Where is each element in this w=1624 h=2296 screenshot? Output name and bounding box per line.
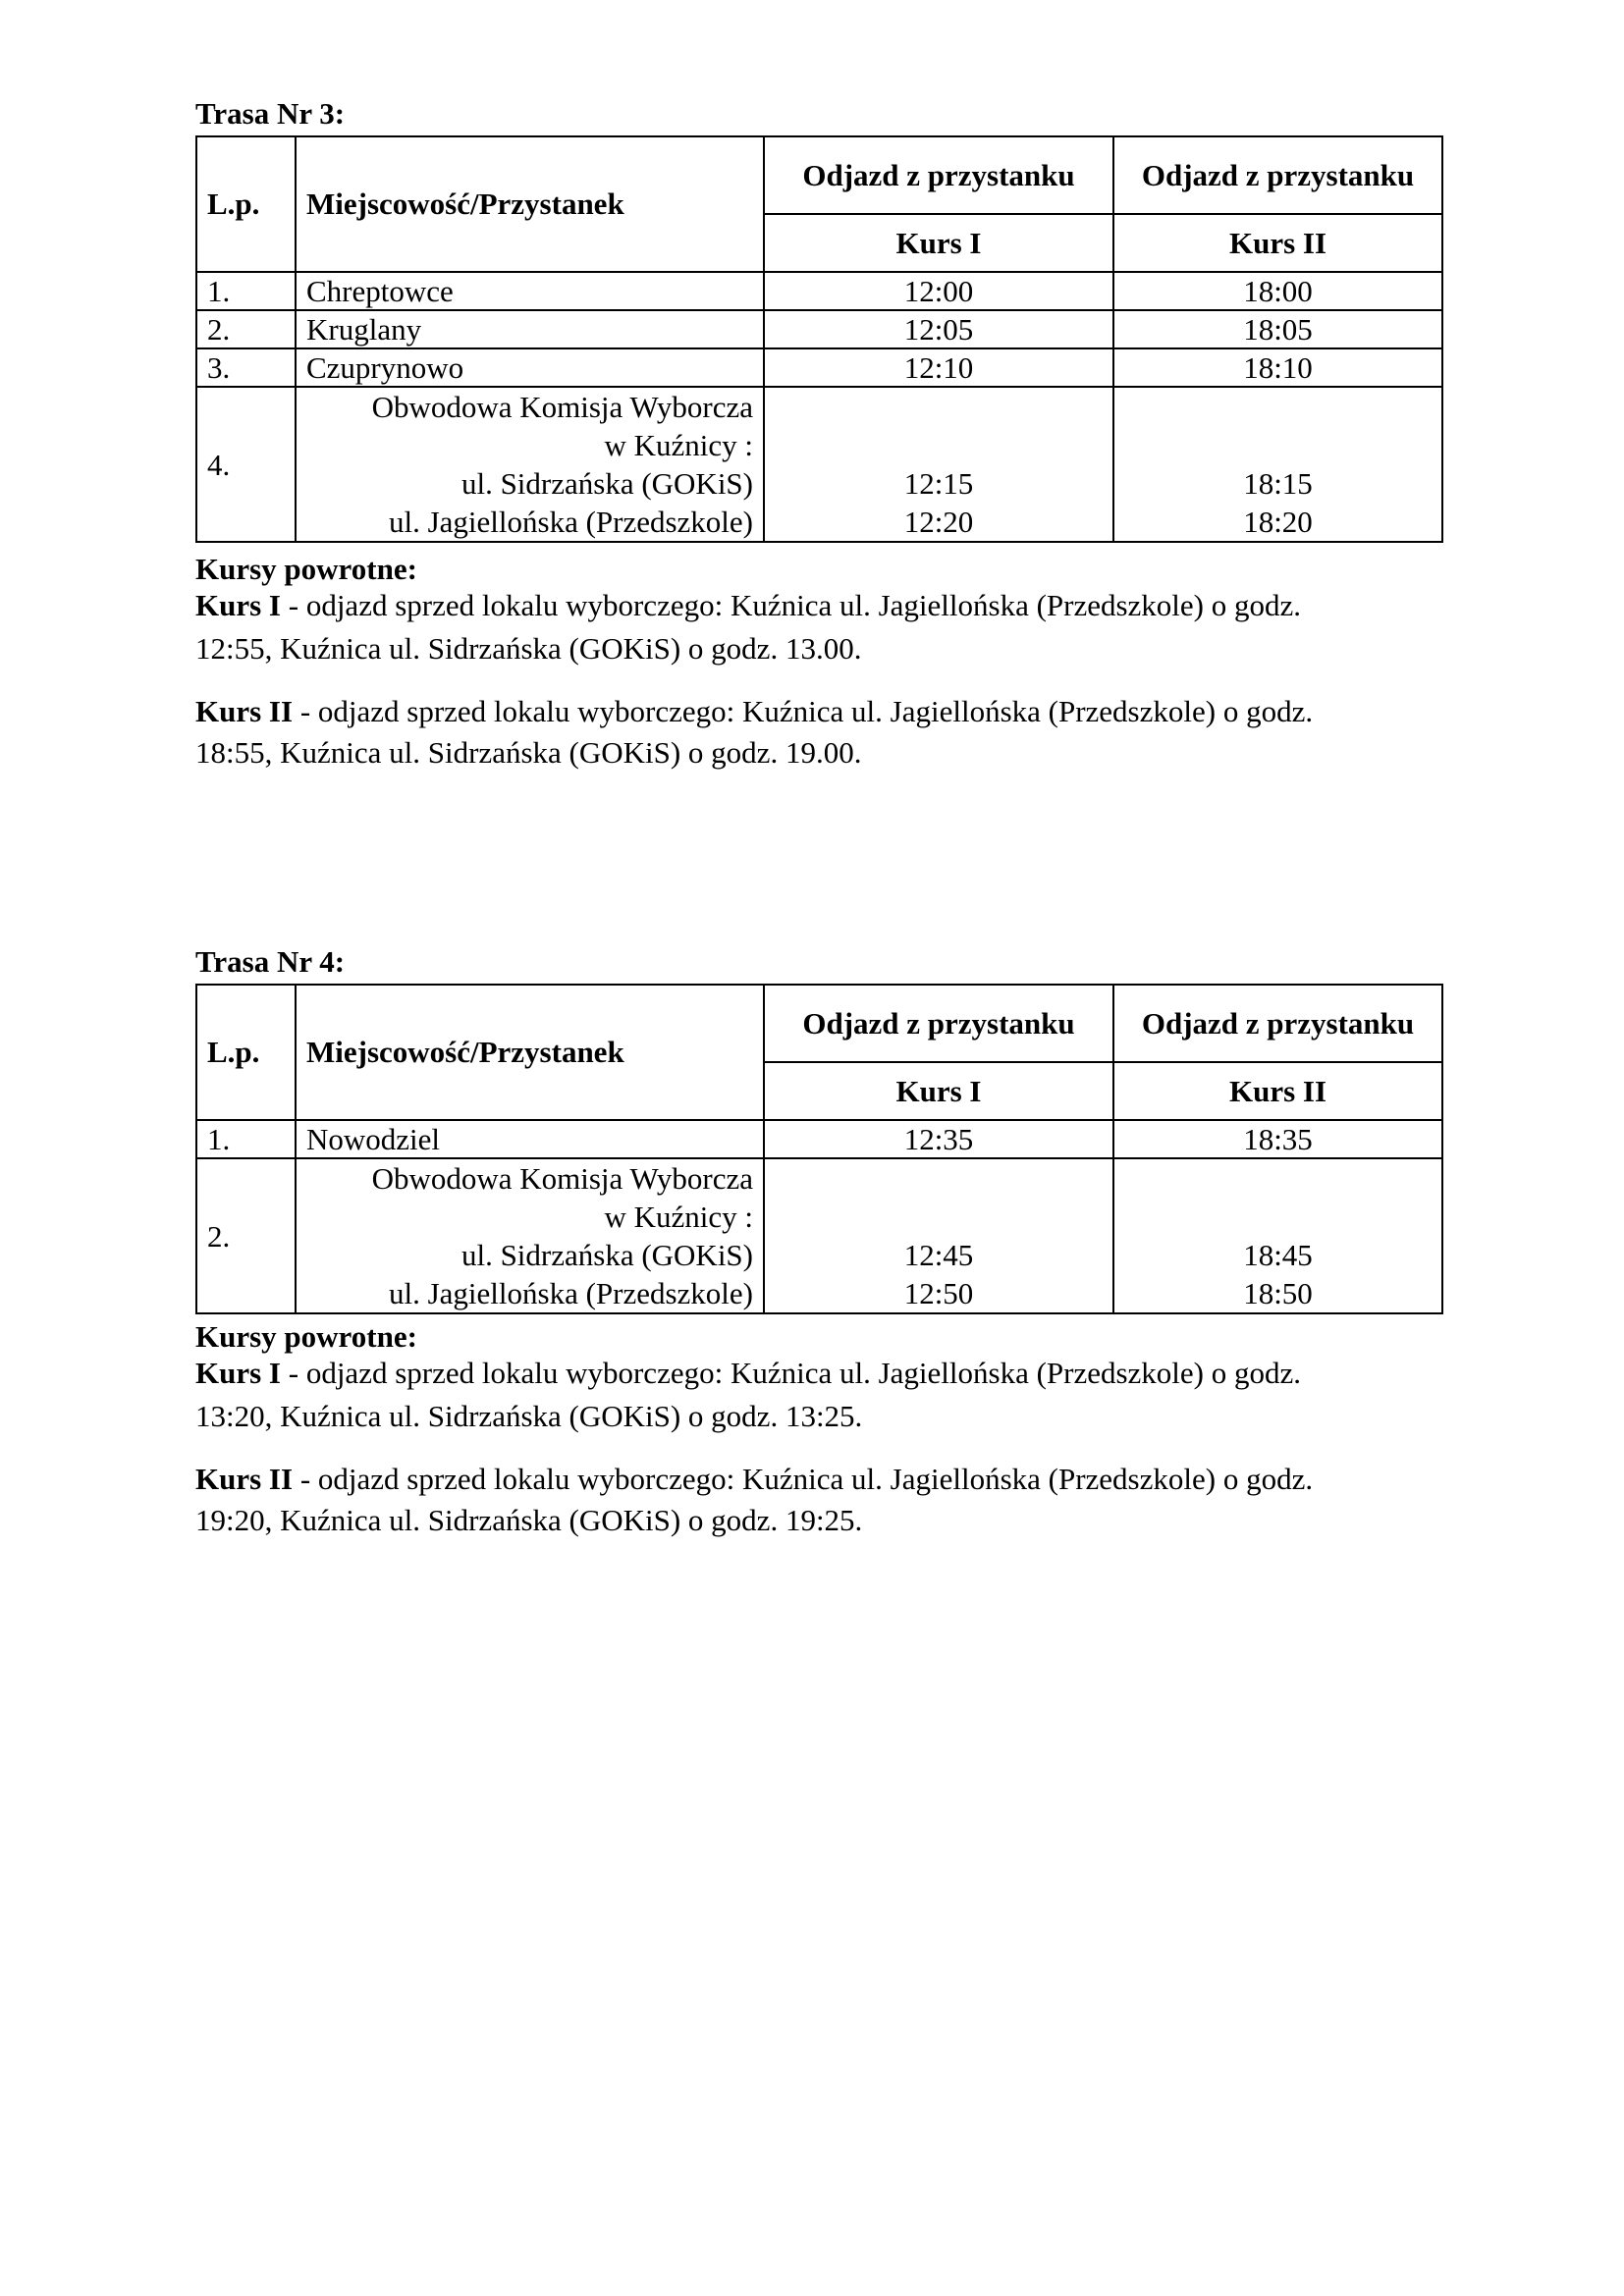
return-kurs-text: - odjazd sprzed lokalu wyborczego: Kuźnica ul. Jagiellońska (Przedszkole) o godz.: [293, 694, 1314, 728]
header-kurs-2: Kurs II: [1113, 214, 1442, 272]
header-kurs-2: Kurs II: [1113, 1062, 1442, 1120]
header-departure-1: Odjazd z przystanku: [764, 985, 1113, 1062]
place-line-street-1: ul. Sidrzańska (GOKiS): [460, 1238, 753, 1272]
header-lp: L.p.: [196, 136, 296, 272]
header-departure-2: Odjazd z przystanku: [1113, 985, 1442, 1062]
table-row: [196, 272, 1442, 310]
route-3-title: Trasa Nr 3:: [195, 96, 346, 131]
time-value: 12:50: [903, 1276, 974, 1310]
return-kurs-text: - odjazd sprzed lokalu wyborczego: Kuźnica ul. Jagiellońska (Przedszkole) o godz.: [293, 1462, 1314, 1496]
returns-title: Kursy powrotne:: [195, 1319, 417, 1354]
table-row: [196, 348, 1442, 387]
return-kurs-2: [195, 688, 1442, 771]
route-4-title: Trasa Nr 4:: [195, 944, 346, 979]
row-time-kurs-1-multiline: [764, 387, 1113, 542]
place-line-town: w Kuźnicy :: [604, 428, 753, 462]
time-value: 18:15: [1243, 466, 1313, 501]
return-kurs-label: Kurs I: [195, 588, 281, 622]
returns-title: Kursy powrotne:: [195, 552, 417, 586]
row-place: Czuprynowo: [296, 348, 764, 387]
row-time-kurs-1: 12:10: [764, 348, 1113, 387]
row-time-kurs-2: 18:00: [1113, 272, 1442, 310]
route-4-returns: [195, 1319, 1442, 1554]
row-time-kurs-2: 18:05: [1113, 310, 1442, 348]
table-row-final-stop: [196, 1158, 1442, 1313]
table-header-row: [196, 985, 1442, 1062]
row-lp: [196, 1158, 296, 1313]
row-place: Chreptowce: [296, 272, 764, 310]
row-place: Nowodziel: [296, 1120, 764, 1158]
return-kurs-label: Kurs I: [195, 1356, 281, 1390]
row-time-kurs-1-multiline: [764, 1158, 1113, 1313]
time-value: 18:20: [1243, 505, 1313, 539]
row-time-kurs-2-multiline: [1113, 1158, 1442, 1313]
return-kurs-label: Kurs II: [195, 694, 294, 728]
table-row-final-stop: [196, 387, 1442, 542]
return-kurs-1: [195, 586, 1442, 672]
header-departure-1: Odjazd z przystanku: [764, 136, 1113, 214]
row-time-kurs-1: 12:35: [764, 1120, 1113, 1158]
return-kurs-text-line-2: 12:55, Kuźnica ul. Sidrzańska (GOKiS) o godz. 13.00.: [195, 631, 862, 666]
row-lp-value: 4.: [207, 447, 231, 482]
return-kurs-text-line-2: 19:20, Kuźnica ul. Sidrzańska (GOKiS) o godz. 19:25.: [195, 1503, 863, 1537]
row-lp: 2.: [196, 310, 296, 348]
row-time-kurs-2: 18:10: [1113, 348, 1442, 387]
route-3-table: [195, 135, 1443, 543]
row-lp: [196, 387, 296, 542]
place-line-street-1: ul. Sidrzańska (GOKiS): [460, 466, 753, 501]
return-kurs-text: - odjazd sprzed lokalu wyborczego: Kuźnica ul. Jagiellońska (Przedszkole) o godz.: [281, 588, 1302, 622]
table-row: [196, 1120, 1442, 1158]
row-lp: 1.: [196, 1120, 296, 1158]
place-line-commission: Obwodowa Komisja Wyborcza: [371, 1161, 753, 1196]
row-place-multiline: [296, 1158, 764, 1313]
return-kurs-1: [195, 1354, 1442, 1440]
header-lp: L.p.: [196, 985, 296, 1120]
row-lp: 3.: [196, 348, 296, 387]
header-kurs-1: Kurs I: [764, 214, 1113, 272]
header-place: Miejscowość/Przystanek: [296, 136, 764, 272]
route-4-table: [195, 984, 1443, 1314]
route-3-returns: [195, 552, 1442, 786]
return-kurs-text-line-2: 13:20, Kuźnica ul. Sidrzańska (GOKiS) o godz. 13:25.: [195, 1399, 863, 1433]
return-kurs-text-line-2: 18:55, Kuźnica ul. Sidrzańska (GOKiS) o godz. 19.00.: [195, 735, 862, 770]
header-departure-2: Odjazd z przystanku: [1113, 136, 1442, 214]
place-line-street-2: ul. Jagiellońska (Przedszkole): [388, 1276, 753, 1310]
place-line-commission: Obwodowa Komisja Wyborcza: [371, 390, 753, 424]
row-lp: 1.: [196, 272, 296, 310]
return-kurs-2: [195, 1456, 1442, 1538]
table-header-row: [196, 136, 1442, 214]
row-time-kurs-2-multiline: [1113, 387, 1442, 542]
time-value: 12:45: [903, 1238, 974, 1272]
time-value: 12:20: [903, 505, 974, 539]
row-place: Kruglany: [296, 310, 764, 348]
row-time-kurs-2: 18:35: [1113, 1120, 1442, 1158]
place-line-town: w Kuźnicy :: [604, 1200, 753, 1234]
time-value: 18:45: [1243, 1238, 1313, 1272]
time-value: 12:15: [903, 466, 974, 501]
return-kurs-text: - odjazd sprzed lokalu wyborczego: Kuźnica ul. Jagiellońska (Przedszkole) o godz.: [281, 1356, 1302, 1390]
place-line-street-2: ul. Jagiellońska (Przedszkole): [388, 505, 753, 539]
time-value: 18:50: [1243, 1276, 1313, 1310]
table-row: [196, 310, 1442, 348]
row-time-kurs-1: 12:00: [764, 272, 1113, 310]
header-kurs-1: Kurs I: [764, 1062, 1113, 1120]
row-place-multiline: [296, 387, 764, 542]
return-kurs-label: Kurs II: [195, 1462, 294, 1496]
row-time-kurs-1: 12:05: [764, 310, 1113, 348]
header-place: Miejscowość/Przystanek: [296, 985, 764, 1120]
row-lp-value: 2.: [207, 1218, 231, 1254]
